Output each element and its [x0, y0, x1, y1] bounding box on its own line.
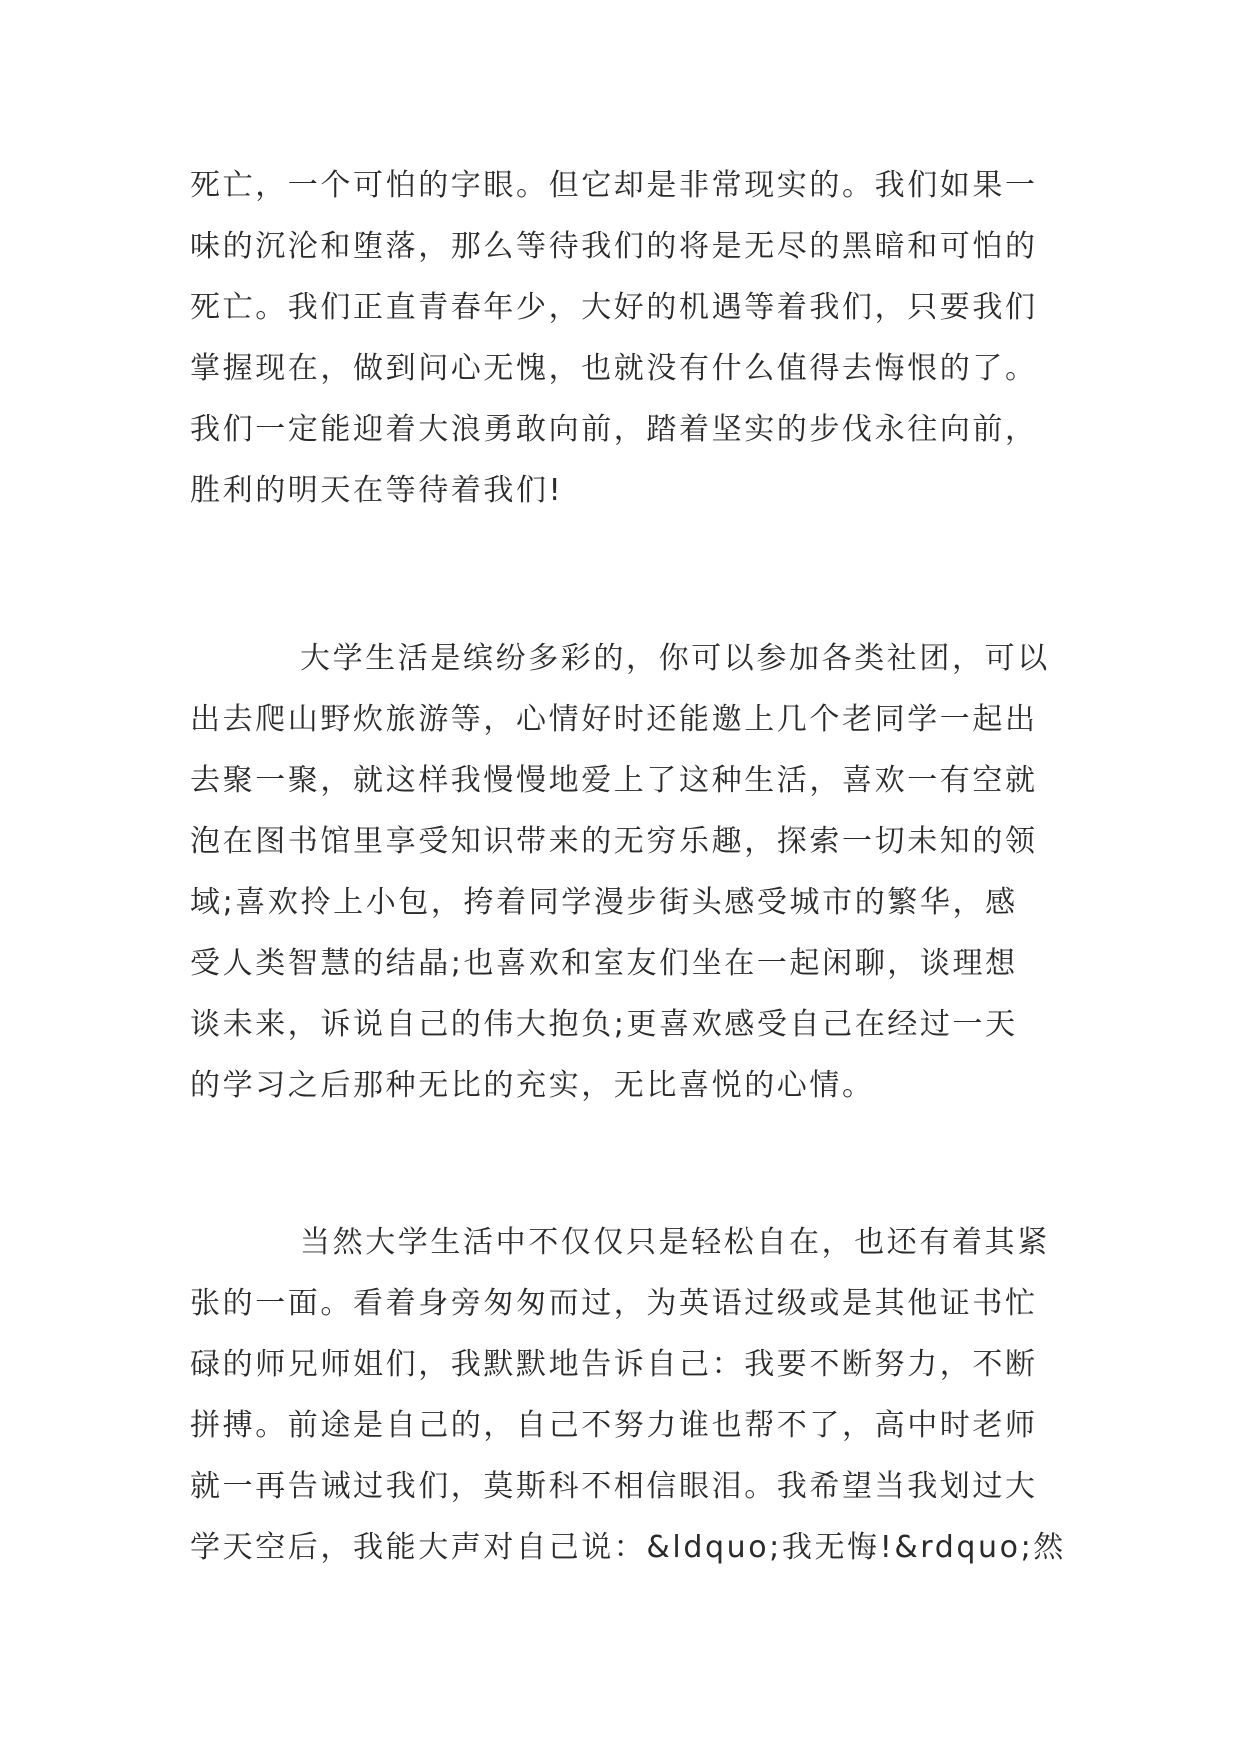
- paragraph-line: 域;喜欢拎上小包，挎着同学漫步街头感受城市的繁华，感: [190, 885, 1018, 920]
- paragraph-line: 大学生活是缤纷多彩的，你可以参加各类社团，可以: [300, 641, 1050, 676]
- paragraph-line: 碌的师兄师姐们，我默默地告诉自己：我要不断努力，不断: [190, 1347, 1038, 1382]
- paragraph-line: 味的沉沦和堕落，那么等待我们的将是无尽的黑暗和可怕的: [190, 229, 1038, 264]
- paragraph-line: 出去爬山野炊旅游等，心情好时还能邀上几个老同学一起出: [190, 702, 1038, 737]
- paragraph-line: 张的一面。看着身旁匆匆而过，为英语过级或是其他证书忙: [190, 1286, 1038, 1321]
- paragraph-death: [190, 155, 1060, 521]
- paragraph-line: 泡在图书馆里享受知识带来的无穷乐趣，探索一切未知的领: [190, 824, 1038, 859]
- paragraph-line: 受人类智慧的结晶;也喜欢和室友们坐在一起闲聊，谈理想: [190, 946, 1018, 981]
- paragraph-college-life: [190, 628, 1060, 1116]
- paragraph-line: 的学习之后那种无比的充实，无比喜悦的心情。: [190, 1068, 875, 1103]
- paragraph-line: 拼搏。前途是自己的，自己不努力谁也帮不了，高中时老师: [190, 1408, 1038, 1443]
- paragraph-line: 掌握现在，做到问心无愧，也就没有什么值得去悔恨的了。: [190, 351, 1038, 386]
- paragraph-line: 就一再告诫过我们，莫斯科不相信眼泪。我希望当我划过大: [190, 1469, 1038, 1504]
- paragraph-line: 去聚一聚，就这样我慢慢地爱上了这种生活，喜欢一有空就: [190, 763, 1038, 798]
- paragraph-line: 死亡。我们正直青春年少，大好的机遇等着我们，只要我们: [190, 290, 1038, 325]
- paragraph-line: 学天空后，我能大声对自己说：&ldquo;我无悔!&rdquo;然: [190, 1530, 1066, 1565]
- paragraph-line: 死亡，一个可怕的字眼。但它却是非常现实的。我们如果一: [190, 168, 1038, 203]
- paragraph-line: 当然大学生活中不仅仅只是轻松自在，也还有着其紧: [300, 1225, 1050, 1260]
- paragraph-line: 胜利的明天在等待着我们!: [190, 473, 564, 508]
- paragraph-line: 谈未来，诉说自己的伟大抱负;更喜欢感受自己在经过一天: [190, 1007, 1018, 1042]
- paragraph-tension: [190, 1212, 1066, 1578]
- paragraph-line: 我们一定能迎着大浪勇敢向前，踏着坚实的步伐永往向前，: [190, 412, 1038, 447]
